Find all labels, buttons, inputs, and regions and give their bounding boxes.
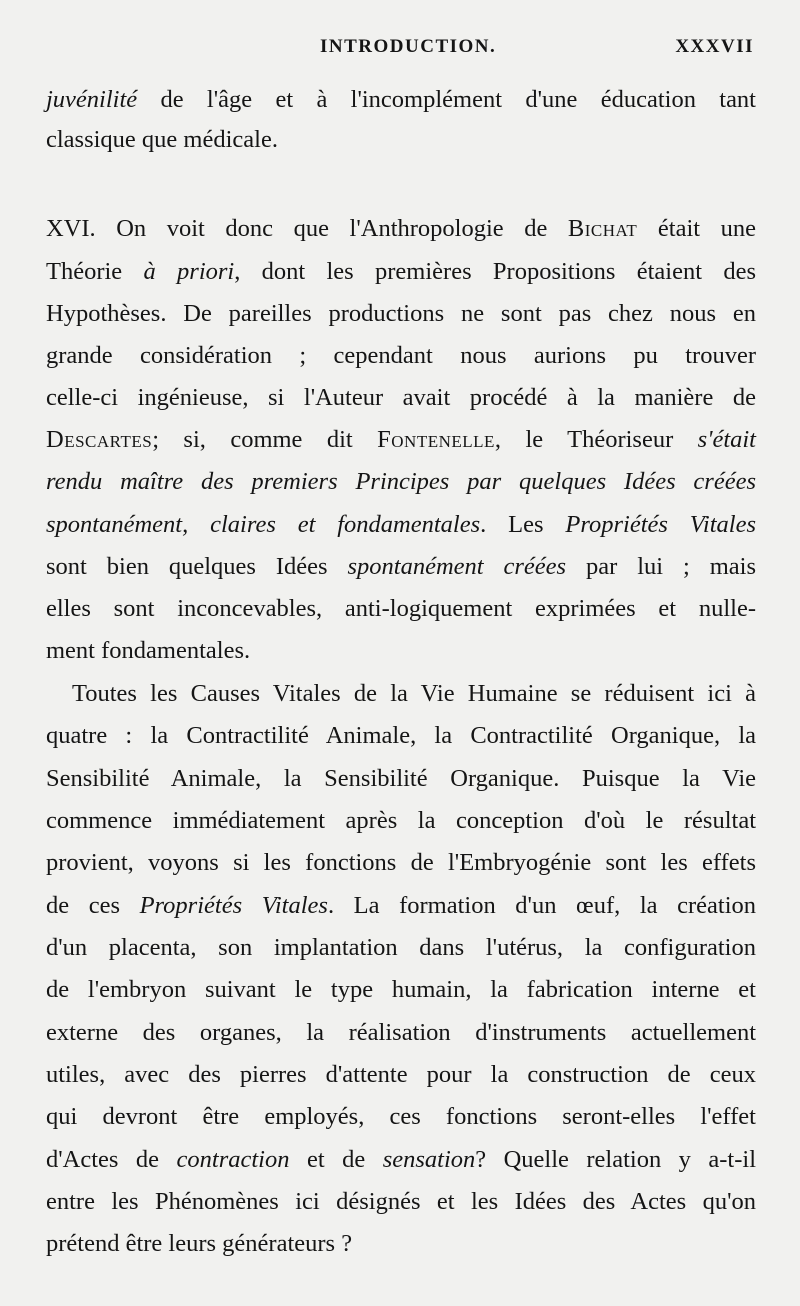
- text-run: prétend être leurs générateurs ?: [46, 1230, 353, 1257]
- text-line: [46, 1232, 756, 1257]
- text-line: [46, 555, 756, 580]
- italic-run: Propriétés Vitales: [565, 511, 757, 538]
- text-line: [46, 513, 756, 538]
- text-run: quatre : la Contractilité Animale, la Contractilité Organique, la: [46, 722, 756, 749]
- text-line: [46, 1063, 756, 1088]
- text-line: [46, 894, 756, 919]
- text-line: [46, 639, 756, 664]
- small-caps-name: Descartes: [46, 426, 153, 453]
- italic-run: s'était: [697, 426, 756, 453]
- text-run: . Les: [480, 511, 566, 538]
- text-run: grande considération ; cependant nous aurions pu trouver: [46, 342, 756, 369]
- text-run: XVI. On voit donc que l'Anthropologie de: [46, 215, 568, 242]
- text-run: était une: [637, 215, 757, 242]
- text-line: [46, 1190, 756, 1215]
- text-run: de l'âge et à l'incomplément d'une éducation tant: [137, 86, 756, 113]
- text-run: et de: [289, 1146, 383, 1173]
- text-line: [46, 260, 756, 285]
- text-line: [46, 597, 756, 622]
- text-run: sont bien quelques Idées: [46, 553, 348, 580]
- text-run: de ces: [46, 892, 140, 919]
- text-line: [46, 724, 756, 749]
- text-line: [46, 470, 756, 495]
- text-run: classique que médicale.: [46, 126, 278, 153]
- text-line: [46, 936, 756, 961]
- text-line: [46, 302, 756, 327]
- text-run: , dont les premières Propositions étaient des: [234, 258, 756, 285]
- text-run: utiles, avec des pierres d'attente pour la construction de ceux: [46, 1061, 756, 1088]
- text-line: [46, 1148, 756, 1173]
- italic-run: à priori: [143, 258, 235, 285]
- text-run: Toutes les Causes Vitales de la Vie Humaine se réduisent ici à: [72, 680, 756, 707]
- text-run: , le Théoriseur: [494, 426, 698, 453]
- text-line: [46, 88, 756, 113]
- small-caps-name: Bichat: [567, 215, 638, 242]
- text-line: [46, 767, 756, 792]
- text-run: ? Quelle relation y a-t-il: [475, 1146, 757, 1173]
- text-line: [46, 851, 756, 876]
- text-run: ; si, comme dit: [152, 426, 378, 453]
- text-run: commence immédiatement après la conception d'où le résultat: [46, 807, 756, 834]
- italic-run: spontanément, claires et fondamentales: [46, 511, 481, 538]
- text-run: par lui ; mais: [566, 553, 756, 580]
- text-run: externe des organes, la réalisation d'instruments actuellement: [46, 1019, 756, 1046]
- text-line: [46, 128, 756, 153]
- italic-run: contraction: [176, 1146, 290, 1173]
- text-run: de l'embryon suivant le type humain, la fabrication interne et: [46, 976, 756, 1003]
- text-line: [72, 682, 756, 707]
- text-run: entre les Phénomènes ici désignés et les Idées des Actes qu'on: [46, 1188, 756, 1215]
- text-run: . La formation d'un œuf, la création: [327, 892, 757, 919]
- text-line: [46, 1021, 756, 1046]
- text-run: provient, voyons si les fonctions de l'Embryogénie sont les effets: [46, 849, 756, 876]
- text-line: [46, 217, 756, 242]
- text-line: [46, 428, 756, 453]
- text-line: [46, 386, 756, 411]
- small-caps-name: Fontenelle: [377, 426, 495, 453]
- text-run: ment fondamentales.: [46, 637, 251, 664]
- text-line: [46, 809, 756, 834]
- text-run: qui devront être employés, ces fonctions seront-elles l'effet: [46, 1103, 756, 1130]
- text-run: d'un placenta, son implantation dans l'utérus, la configuration: [46, 934, 756, 961]
- page-number: XXXVII: [675, 36, 754, 57]
- running-header-title: INTRODUCTION.: [320, 36, 497, 57]
- italic-run: spontanément créées: [347, 553, 567, 580]
- italic-run: sensation: [382, 1146, 476, 1173]
- italic-run: rendu maître des premiers Principes par quelques Idées créées: [46, 468, 756, 495]
- text-run: Hypothèses. De pareilles productions ne sont pas chez nous en: [46, 300, 756, 327]
- italic-run: Propriétés Vitales: [139, 892, 328, 919]
- text-line: [46, 344, 756, 369]
- text-line: [46, 978, 756, 1003]
- text-run: elles sont inconcevables, anti-logiquement exprimées et nulle-: [46, 595, 756, 622]
- running-header: [320, 36, 754, 58]
- text-run: Sensibilité Animale, la Sensibilité Organique. Puisque la Vie: [46, 765, 756, 792]
- text-run: d'Actes de: [46, 1146, 177, 1173]
- italic-run: juvénilité: [46, 86, 138, 113]
- text-run: Théorie: [46, 258, 144, 285]
- text-run: celle-ci ingénieuse, si l'Auteur avait procédé à la manière de: [46, 384, 756, 411]
- text-line: [46, 1105, 756, 1130]
